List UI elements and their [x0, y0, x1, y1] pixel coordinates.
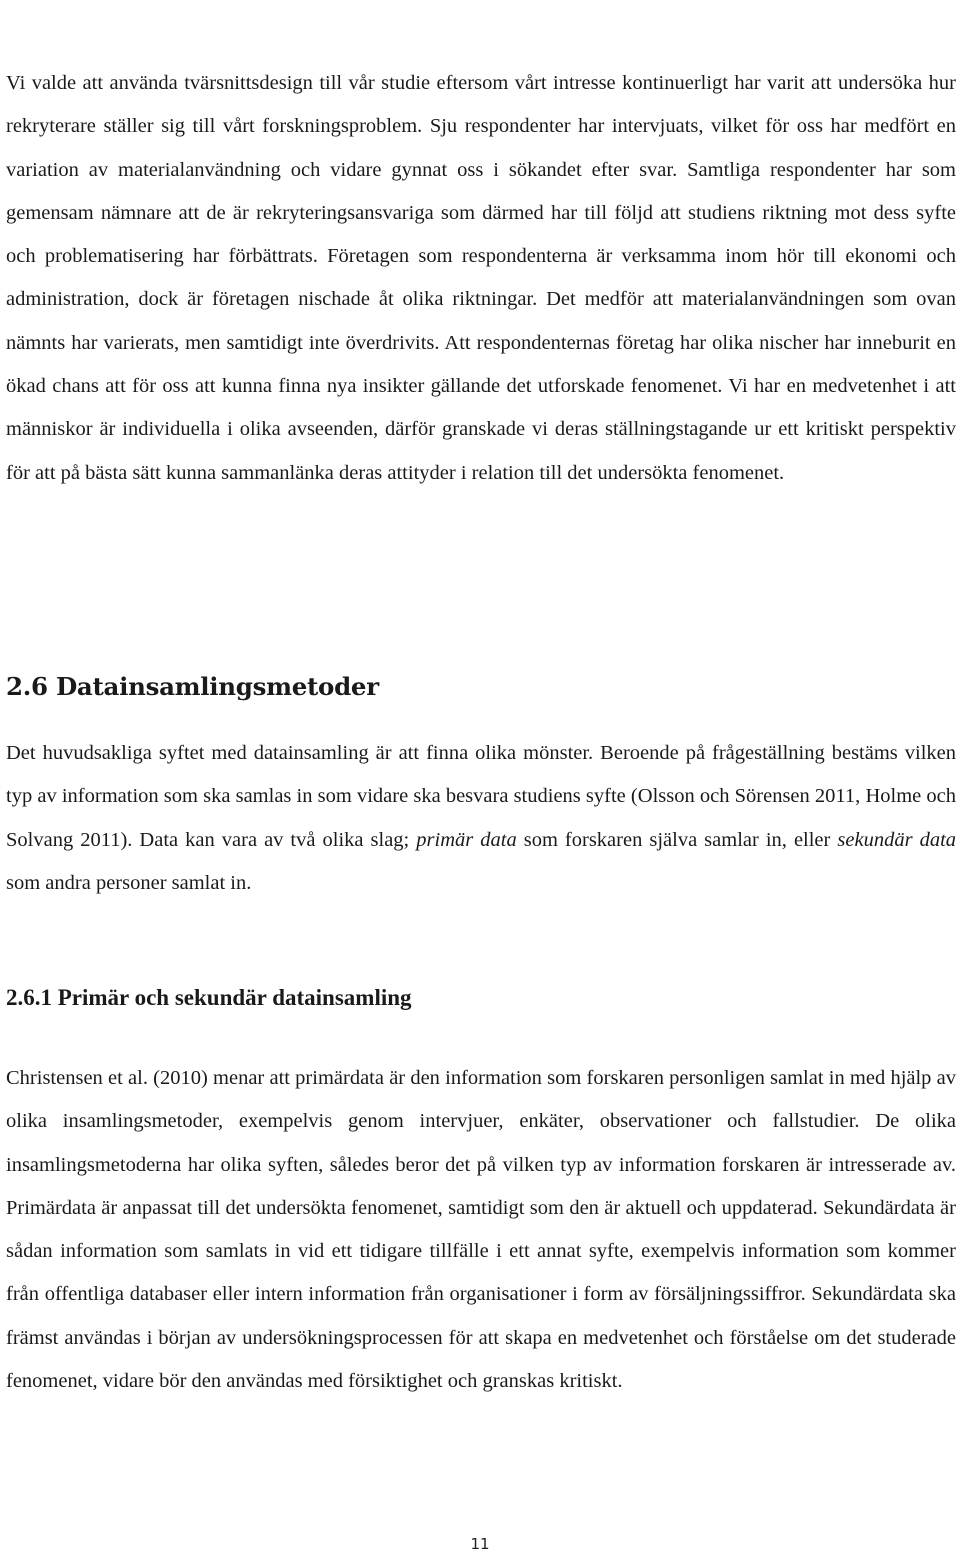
paragraph-text-segment: som andra personer samlat in.: [6, 871, 252, 894]
paragraph-primary-secondary-data: Christensen et al. (2010) menar att primärdata är den information som forskaren personligen samlat in med hjälp av olika insamlingsmetoder, exempelvis genom intervjuer, enkäter, observationer och fallstudier. De olika insamlingsmetoderna har olika syften, således beror det på vilken typ av information forskaren är intresserade av. Primärdata är anpassat till det undersökta fenomenet, samtidigt som den är aktuell och uppdaterad. Sekundärdata är sådan information som samlats in vid ett tidigare tillfälle i ett annat syfte, exempelvis information som kommer från offentliga databaser eller intern information från organisationer i form av försäljningssiffror. Sekundärdata ska främst användas i början av undersökningsprocessen för att skapa en medvetenhet och förståelse om det studerade fenomenet, vidare bör den användas med försiktighet och granskas kritiskt.: [6, 1067, 956, 1393]
paragraph-text-segment: som forskaren själva samlar in, eller: [516, 828, 838, 851]
page-number: 11: [470, 1535, 490, 1553]
italic-term-secondary-data: sekundär data: [837, 828, 957, 851]
italic-term-primary-data: primär data: [416, 828, 517, 851]
paragraph-text-segment: Det huvudsakliga syftet med datainsamling är att finna olika mönster. Beroende på frågeställning bestäms vilken typ av information som ska samlas in som vidare ska besvara studiens syfte (Olsson och Sörensen 2011, Holme och Solvang 2011). Data kan vara av två olika slag;: [6, 742, 956, 851]
paragraph-study-design: Vi valde att använda tvärsnittsdesign till vår studie eftersom vårt intresse kontinuerligt har varit att undersöka hur rekryterare ställer sig till vårt forskningsproblem. Sju respondenter har intervjuats, vilket för oss har medfört en variation av materialanvändning och vidare gynnat oss i sökandet efter svar. Samtliga respondenter har som gemensam nämnare att de är rekryteringsansvariga som därmed har till följd att studiens riktning mot dess syfte och problematisering har förbättrats. Företagen som respondenterna är verksamma inom hör till ekonomi och administration, dock är företagen nischade åt olika riktningar. Det medför att materialanvändningen som ovan nämnts har varierats, men samtidigt inte överdrivits. Att respondenternas företag har olika nischer har inneburit en ökad chans att för oss att kunna finna nya insikter gällande det utforskade fenomenet. Vi har en medvetenhet i att människor är individuella i olika avseenden, därför granskade vi deras ställningstagande ur ett kritiskt perspektiv för att på bästa sätt kunna sammanlänka deras attityder i relation till det undersökta fenomenet.: [6, 72, 956, 484]
subsection-heading-primary-secondary: 2.6.1 Primär och sekundär datainsamling: [6, 985, 412, 1010]
paragraph-data-collection: [6, 732, 956, 905]
section-heading-datainsamlingsmetoder: 2.6 Datainsamlingsmetoder: [6, 672, 379, 701]
